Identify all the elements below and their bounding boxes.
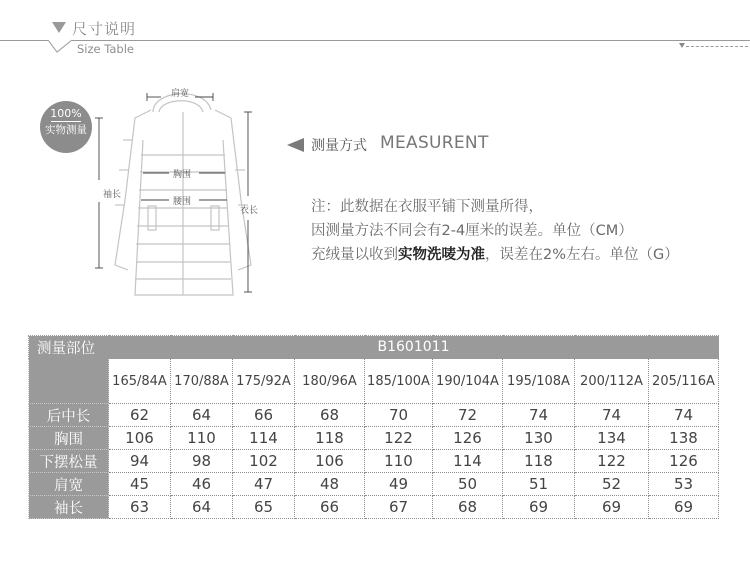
- table-cell: 69: [503, 496, 575, 519]
- size-cell: 190/104A: [433, 359, 503, 404]
- table-row: [29, 450, 719, 473]
- table-cell: 106: [109, 427, 171, 450]
- table-cell: 50: [433, 473, 503, 496]
- table-cell: 94: [109, 450, 171, 473]
- row-label: 肩宽: [29, 473, 109, 496]
- size-cell: 165/84A: [109, 359, 171, 404]
- size-table: [28, 335, 719, 519]
- table-cell: 110: [365, 450, 433, 473]
- real-measure-badge: [40, 101, 92, 153]
- table-cell: 74: [503, 404, 575, 427]
- table-cell: 64: [171, 404, 233, 427]
- section-title: 尺寸说明: [72, 20, 137, 38]
- badge-text: 实物测量: [45, 124, 87, 136]
- table-cell: 62: [109, 404, 171, 427]
- label-waist: 腰围: [173, 197, 192, 207]
- row-label: 袖长: [29, 496, 109, 519]
- table-cell: 122: [575, 450, 649, 473]
- arrow-left-icon: [287, 138, 304, 152]
- size-cell: 180/96A: [295, 359, 365, 404]
- measurement-title: 测量方式: [311, 138, 367, 154]
- table-cell: 98: [171, 450, 233, 473]
- header-notch: [47, 39, 73, 57]
- table-cell: 122: [365, 427, 433, 450]
- small-triangle-icon: [679, 43, 685, 48]
- label-shoulder: 肩宽: [171, 89, 190, 99]
- caret-down-icon: [52, 22, 66, 33]
- table-cell: 69: [575, 496, 649, 519]
- row-label: 胸围: [29, 427, 109, 450]
- note-line-1: 注：此数据在衣服平铺下测量所得，: [311, 199, 543, 215]
- label-chest: 胸围: [173, 170, 192, 180]
- table-cell: 126: [649, 450, 719, 473]
- table-row: [29, 404, 719, 427]
- table-cell: 118: [503, 450, 575, 473]
- note-line-3: [311, 243, 679, 264]
- table-cell: 46: [171, 473, 233, 496]
- table-cell: 110: [171, 427, 233, 450]
- table-cell: 53: [649, 473, 719, 496]
- table-cell: 106: [295, 450, 365, 473]
- table-cell: 47: [233, 473, 295, 496]
- table-cell: 68: [295, 404, 365, 427]
- table-cell: 74: [575, 404, 649, 427]
- size-cell: 175/92A: [233, 359, 295, 404]
- table-cell: 70: [365, 404, 433, 427]
- table-cell: 114: [233, 427, 295, 450]
- table-cell: 48: [295, 473, 365, 496]
- size-row: [29, 359, 719, 404]
- table-corner: 测量部位: [29, 336, 109, 359]
- section-subtitle: Size Table: [77, 42, 135, 56]
- header-rule-left: [0, 40, 48, 41]
- note-line-2: 因测量方法不同会有2-4厘米的误差。单位（CM）: [311, 223, 633, 239]
- table-cell: 52: [575, 473, 649, 496]
- table-row: [29, 473, 719, 496]
- note-line-3-post: ，误差在2%左右。单位（G）: [485, 247, 679, 263]
- badge-divider: [51, 121, 81, 122]
- size-cell: 195/108A: [503, 359, 575, 404]
- table-row: [29, 427, 719, 450]
- row-label: 后中长: [29, 404, 109, 427]
- coat-measurement-diagram: [95, 80, 270, 310]
- table-cell: 68: [433, 496, 503, 519]
- table-cell: 67: [365, 496, 433, 519]
- dashed-rule: [686, 46, 748, 47]
- product-code: B1601011: [109, 336, 719, 359]
- table-cell: 74: [649, 404, 719, 427]
- size-cell: 170/88A: [171, 359, 233, 404]
- table-cell: 134: [575, 427, 649, 450]
- size-row-head: [29, 359, 109, 404]
- table-cell: 114: [433, 450, 503, 473]
- table-cell: 51: [503, 473, 575, 496]
- header-rule: [72, 40, 750, 41]
- label-sleeve: 袖长: [103, 190, 122, 200]
- size-cell: 200/112A: [575, 359, 649, 404]
- table-cell: 49: [365, 473, 433, 496]
- label-length: 衣长: [240, 206, 259, 216]
- table-cell: 45: [109, 473, 171, 496]
- table-cell: 66: [295, 496, 365, 519]
- table-cell: 69: [649, 496, 719, 519]
- table-cell: 64: [171, 496, 233, 519]
- size-cell: 205/116A: [649, 359, 719, 404]
- table-cell: 72: [433, 404, 503, 427]
- note-line-3-emphasis: 实物洗唛为准: [398, 247, 485, 263]
- table-cell: 130: [503, 427, 575, 450]
- note-line-3-pre: 充绒量以收到: [311, 247, 398, 263]
- badge-percent: 100%: [50, 107, 82, 120]
- measurement-title-en: MEASURENT: [380, 133, 489, 153]
- table-cell: 63: [109, 496, 171, 519]
- table-cell: 126: [433, 427, 503, 450]
- table-cell: 118: [295, 427, 365, 450]
- table-cell: 102: [233, 450, 295, 473]
- table-cell: 65: [233, 496, 295, 519]
- table-cell: 138: [649, 427, 719, 450]
- size-cell: 185/100A: [365, 359, 433, 404]
- table-cell: 66: [233, 404, 295, 427]
- table-header-row: [29, 336, 719, 359]
- table-row: [29, 496, 719, 519]
- row-label: 下摆松量: [29, 450, 109, 473]
